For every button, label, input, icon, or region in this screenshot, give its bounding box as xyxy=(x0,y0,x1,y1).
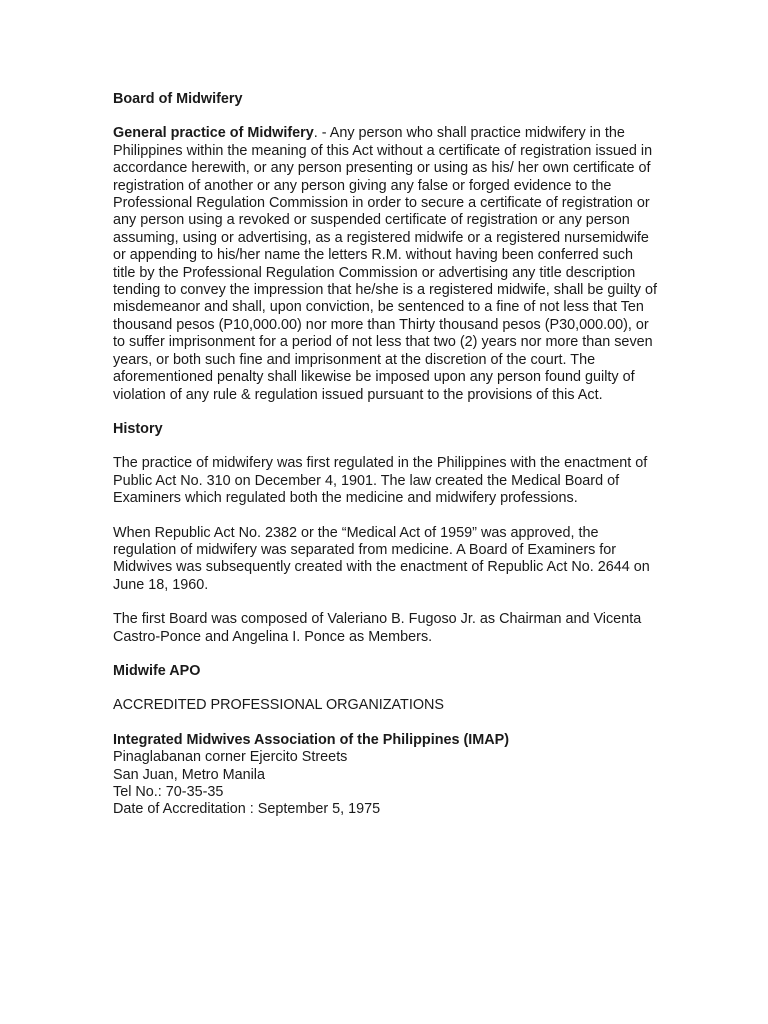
organization-name: Integrated Midwives Association of the Philippines (IMAP) xyxy=(113,731,510,748)
apo-subheading: ACCREDITED PROFESSIONAL ORGANIZATIONS xyxy=(113,697,445,714)
general-practice-text: . - Any person who shall practice midwifery in the Philippines within the meaning of this Act without a certificate of registration issued in accordance herewith, or any person presenting or using as his/ her own certificate of registration of another or any person giving any false or forged evidence to the Professional Regulation Commission in order to secure a certificate of registration or any person using a revoked or suspended certificate of registration or any person assuming, using or advertising, as a registered midwife or a registered nursemidwife or appending to his/her name the letters R.M. without having been conferred such title by the Professional Regulation Commission or advertising any title description tending to convey the impression that he/she is a registered midwife, shall be guilty of misdemeanor and shall, upon conviction, be sentenced to a fine of not less that Ten thousand pesos (P10,000.00) nor more than Thirty thousand pesos (P30,000.00), or to suffer imprisonment for a period of not less that two (2) years nor more than seven years, or both such fine and imprisonment at the discretion of the court. The aforementioned penalty shall likewise be imposed upon any person found guilty of violation of any rule & regulation issued pursuant to the provisions of this Act. xyxy=(113,125,657,403)
general-practice-paragraph xyxy=(113,125,658,404)
history-paragraph-2: When Republic Act No. 2382 or the “Medical Act of 1959” was approved, the regulation of midwifery was separated from medicine. A Board of Examiners for Midwives was subsequently created with the enactment of Republic Act No. 2644 on June 18, 1960. xyxy=(113,524,650,593)
document-title: Board of Midwifery xyxy=(113,91,243,107)
apo-heading: Midwife APO xyxy=(113,662,201,679)
general-practice-label: General practice of Midwifery xyxy=(113,125,314,142)
organization-telephone: Tel No.: 70-35-35 xyxy=(113,784,224,800)
organization-accreditation-date: Date of Accreditation : September 5, 1975 xyxy=(113,801,381,818)
organization-block xyxy=(113,732,658,819)
history-paragraph-3: The first Board was composed of Valeriano B. Fugoso Jr. as Chairman and Vicenta Castro-Ponce and Angelina I. Ponce as Members. xyxy=(113,611,642,645)
document-page xyxy=(113,91,658,819)
history-paragraph-1: The practice of midwifery was first regulated in the Philippines with the enactment of Public Act No. 310 on December 4, 1901. The law created the Medical Board of Examiners which regulated both the medicine and midwifery professions. xyxy=(113,455,648,507)
organization-address-line-1: Pinaglabanan corner Ejercito Streets xyxy=(113,749,348,766)
organization-address-line-2: San Juan, Metro Manila xyxy=(113,766,265,783)
history-heading: History xyxy=(113,420,163,437)
